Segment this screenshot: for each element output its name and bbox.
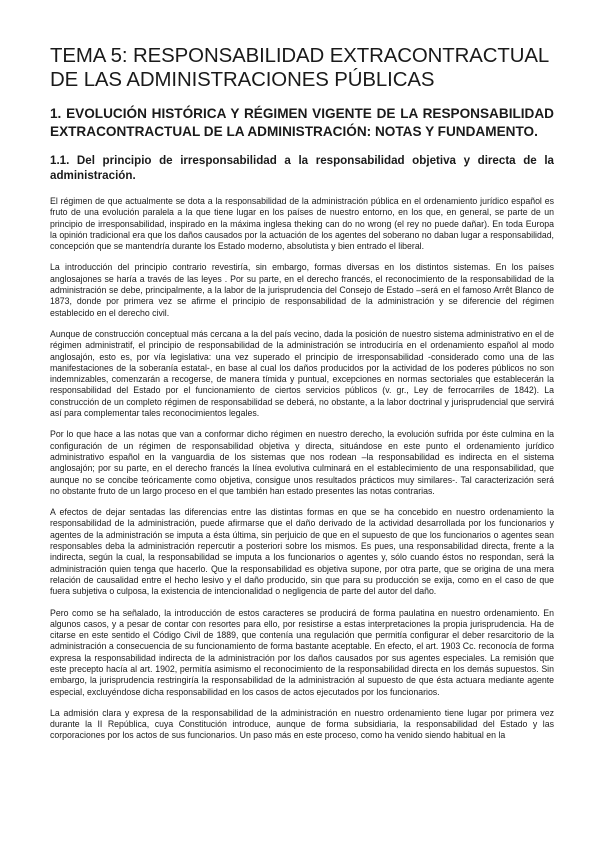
document-title (50, 44, 554, 92)
paragraph: Pero como se ha señalado, la introducción de estos caracteres se producirá de forma paulatina en nuestro ordenamiento. En algunos casos, y a pesar de contar con resortes para ello, por resistirse a estas interpretaciones la propia jurisprudencia. Ha de citarse en este sentido el Código Civil de 1889, que contenía una regulación que permitía configurar el deber resarcitorio de la administración a consecuencia de su funcionamiento de forma bastante aceptable. En efecto, el art. 1903 Cc. reconocía de forma expresa la responsabilidad indirecta de la administración por los daños causados por sus agentes especiales. La remisión que este precepto hacía al art. 1902, permitía asimismo el reconocimiento de la responsabilidad directa en los demás supuestos. Sin embargo, la jurisprudencia restringiría la responsabilidad de la administración al supuesto de que ésta actuara mediante agente especial, excluyéndose dicha responsabilidad en los casos de actos ejecutados por los funcionarios. (50, 607, 554, 697)
paragraph: A efectos de dejar sentadas las diferencias entre las distintas formas en que se ha concebido en nuestro ordenamiento la responsabilidad de la administración, puede afirmarse que el daño derivado de la actividad desarrollada por los funcionarios y agentes de la administración se imputa a ésta última, sin perjuicio de que en el supuesto de que los funcionarios o agentes sean responsables deba la administración repercutir a posteriori sobre los mismos. Es pues, una responsabilidad directa, frente a la indirecta, según la cual, la responsabilidad se imputa a los funcionarios o agentes y, sólo cuando éstos no respondan, será la administración quien tenga que hacerlo. Que la responsabilidad es objetiva supone, por otra parte, que se origina de una mera relación de causalidad entre el hecho lesivo y el daño producido, sin que para su producción se exija, como en el caso de que fuera subjetiva o culposa, la existencia de intencionalidad o negligencia de parte del autor del daño. (50, 507, 554, 597)
document-title-line-2: DE LAS ADMINISTRACIONES PÚBLICAS (50, 69, 435, 91)
paragraph: La introducción del principio contrario revestiría, sin embargo, formas diversas en los distintos sistemas. En los países anglosajones se haría a través de las leyes . Por su parte, en el derecho francés, el reconocimiento de la responsabilidad de la administración se debe, principalmente, a la labor de la jurisprudencia del Consejo de Estado –será en el famoso Arrêt Blanco de 1873, donde por primera vez se afirme el principio de responsabilidad de la administración y se diferencie del régimen establecido en el derecho civil. (50, 262, 554, 318)
section-heading: 1. EVOLUCIÓN HISTÓRICA Y RÉGIMEN VIGENTE DE LA RESPONSABILIDAD EXTRACONTRACTUAL DE LA ADMINISTRACIÓN: NOTAS Y FUNDAMENTO. (50, 106, 554, 139)
paragraph: El régimen de que actualmente se dota a la responsabilidad de la administración pública en el ordenamiento jurídico español es fruto de una evolución paralela a la que tiene lugar en los países de nuestro entorno, en los que, en general, se parte de un principio de irresponsabilidad, inspirado en la máxima inglesa theking can do no wrong (el rey no puede dañar). En toda Europa la opinión tradicional era que los daños causados por la actuación de los agentes del soberano no daban lugar a responsabilidad, concepción que se mantendría durante los Estado moderno, absolutista y bien entrado el liberal. (50, 196, 554, 252)
subsection-heading: 1.1. Del principio de irresponsabilidad a la responsabilidad objetiva y directa de la administración. (50, 154, 554, 182)
paragraph: Por lo que hace a las notas que van a conformar dicho régimen en nuestro derecho, la evolución sufrida por éste culmina en la configuración de un régimen de responsabilidad objetiva y directa, situándose en este punto el ordenamiento jurídico administrativo español en la vanguardia de los sistemas que nos rodean –la responsabilidad es indirecta en el sistema anglosajón; por su parte, en el derecho francés la línea evolutiva culminará en el establecimiento de una responsabilidad, que aunque no se concibe teóricamente como objetiva, consigue unos resultados prácticos muy similares-. Tal caracterización será no obstante fruto de un largo proceso en el que también han estado presentes las notas contrarias. (50, 429, 554, 496)
document-title-line-1: TEMA 5: RESPONSABILIDAD EXTRACONTRACTUAL (50, 45, 550, 67)
paragraph: La admisión clara y expresa de la responsabilidad de la administración en nuestro ordenamiento tiene lugar por primera vez durante la II República, cuya Constitución introduce, aunque de forma subsidiaria, la responsabilidad del Estado y las corporaciones por los actos de sus funcionarios. Un paso más en este proceso, como ha venido siendo habitual en la (50, 707, 554, 741)
paragraph: Aunque de construcción conceptual más cercana a la del país vecino, dada la posición de nuestro sistema administrativo en el de régimen administratif, el principio de responsabilidad de la administración se introduciría en el ordenamiento español al modo anglosajón, esto es, por vía legislativa: una vez superado el principio de irresponsabilidad -considerado como una de las manifestaciones de la soberanía estatal-, en base al cual los daños producidos por la actividad de los poderes públicos no son indemnizables, comenzarán a recogerse, de manera tímida y puntual, excepciones en normas sectoriales que establecerán la responsabilidad del Estado por el funcionamiento de ciertos servicios públicos (v. gr., Ley de ferrocarriles de 1842). La construcción de un completo régimen de responsabilidad se deberá, no obstante, a la labor doctrinal y jurisprudencial que servirá así para complementar tales reconocimientos legales. (50, 328, 554, 419)
